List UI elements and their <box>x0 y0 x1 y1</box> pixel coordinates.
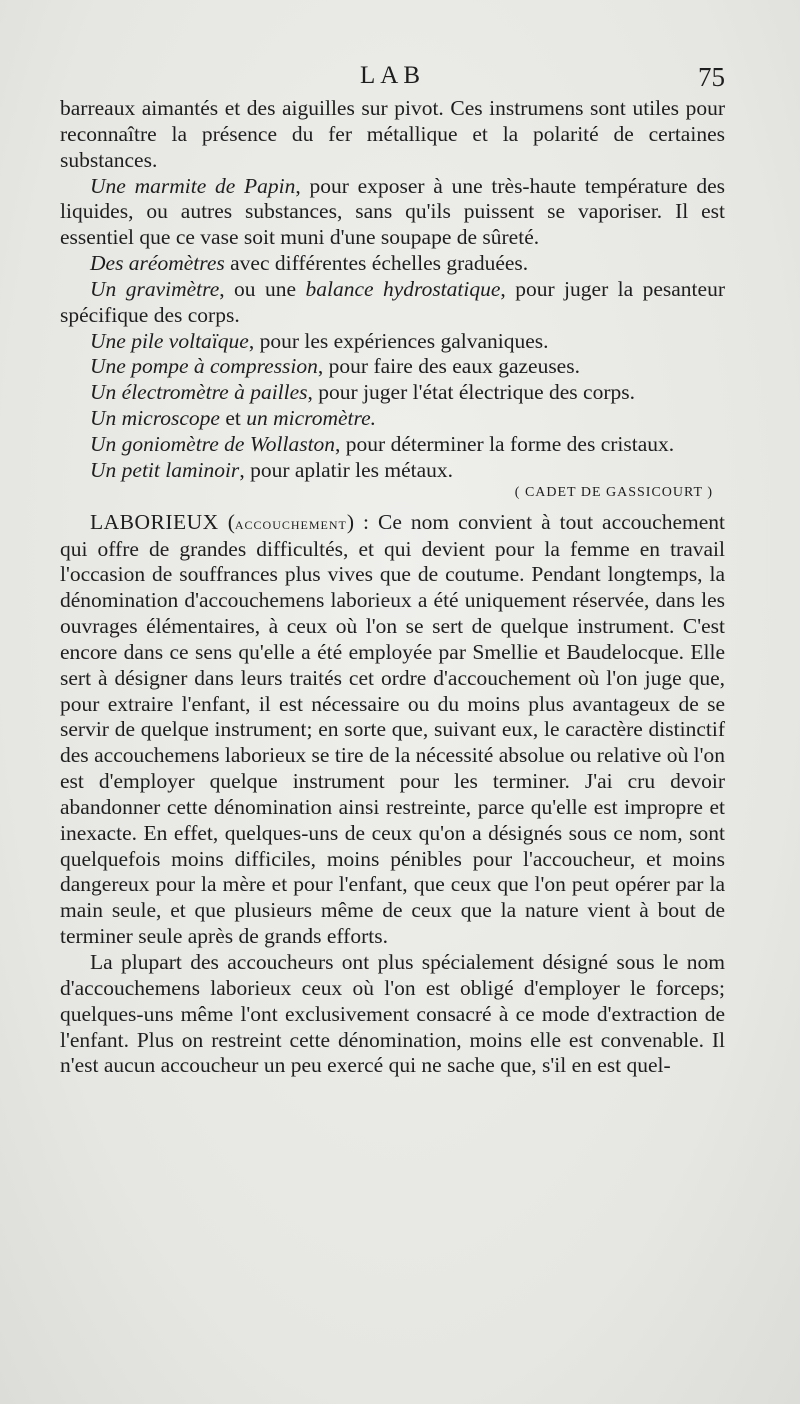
item-desc-2: , pour juger la pesanteur spécifique des corps. <box>60 276 725 327</box>
item-name: Un microscope <box>90 406 220 431</box>
item-desc: , pour exposer à une très-haute température des liquides, ou autres substances, sans qu'ils puissent se vaporiser. Il est essentiel que ce vase soit muni d'une soupape de sûreté. <box>60 173 725 250</box>
item-name: Un gravimètre <box>90 276 220 301</box>
author-signature: ( CADET DE GASSICOURT ) <box>514 484 713 500</box>
list-item-gravimetre <box>60 277 725 329</box>
item-desc: , pour aplatir les métaux. <box>239 457 454 482</box>
list-item-microscope <box>60 406 725 432</box>
page-header <box>60 62 725 96</box>
entry-laborieux <box>60 510 725 950</box>
item-name: Un électromètre à pailles <box>90 380 308 405</box>
item-name: Des aréomètres <box>90 251 225 276</box>
list-item-electrometre <box>60 380 725 406</box>
item-desc: , pour juger l'état électrique des corps. <box>307 380 635 405</box>
entry-paragraph-2: La plupart des accoucheurs ont plus spécialement désigné sous le nom d'accouchemens laborieux ceux où l'on est obligé d'employer le forceps; quelques-uns même l'ont exclusivement consacré à ce mode d'extraction de l'enfant. Plus on restreint cette dénomination, moins elle est convenable. Il n'est aucun accoucheur un peu exercé qui ne sache que, s'il en est quel- <box>60 950 725 1078</box>
domain-close: ) : <box>346 509 378 534</box>
list-item-pompe <box>60 354 725 380</box>
item-desc: , pour déterminer la forme des cristaux. <box>335 431 675 456</box>
list-item-areometres <box>60 251 725 277</box>
item-desc: avec différentes échelles graduées. <box>224 251 529 276</box>
entry-paragraph-1: Ce nom convient à tout accouchement qui offre de grandes difficultés, et qui devient pour la femme en travail l'occasion de souffrances plus vives que de coutume. Pendant longtemps, la dénomination d'accouchemens laborieux a été uniquement réservée, dans les ouvrages élémentaires, à ceux où l'on se sert de quelque instrument. C'est encore dans ce sens qu'elle a été employée par Smellie et Baudelocque. Elle sert à désigner dans leurs traités cet ordre d'accouchement où l'on juge que, pour extraire l'enfant, il est nécessaire ou du moins plus avantageux de se servir de quelque instrument; en sorte que, suivant eux, le caractère distinctif des accouchemens laborieux se tire de la nécessité absolue ou relative où l'on est d'employer quelque instrument pour les terminer. J'ai cru devoir abandonner cette dénomination ainsi restreinte, parce qu'elle est impropre et inexacte. En effet, quelques-uns de ceux qu'on a désignés sous ce nom, sont quelquefois moins difficiles, moins pénibles pour l'accoucheur, et moins dangereux pour la mère et pour l'enfant, que ceux que l'on peut opérer par la main seule, et que plusieurs même de ceux que la nature vient à bout de terminer seule après de grands efforts. <box>60 509 725 949</box>
item-name: Une pompe à compression <box>90 354 318 379</box>
item-name: Une pile voltaïque <box>90 328 249 353</box>
domain-open: ( <box>218 509 235 534</box>
list-item-papin <box>60 174 725 252</box>
body-text <box>60 96 725 1079</box>
item-name-2: un micromètre. <box>246 406 377 431</box>
item-desc: , pour faire des eaux gazeuses. <box>317 354 580 379</box>
entry-domain: accouchement <box>234 513 347 533</box>
continued-paragraph: barreaux aimantés et des aiguilles sur pivot. Ces instrumens sont utiles pour reconnaître la présence du fer métallique et la polarité de certaines substances. <box>60 96 725 172</box>
item-desc: et <box>219 406 247 431</box>
item-name: Un goniomètre de Wollaston <box>90 431 336 456</box>
item-name: Un petit laminoir <box>90 457 240 482</box>
list-item-pile <box>60 329 725 355</box>
list-item-goniometre <box>60 432 725 458</box>
page-number: 75 <box>698 62 725 92</box>
item-name: Une marmite de Papin <box>90 173 296 198</box>
running-head: LAB <box>360 62 425 89</box>
item-name-2: balance hydrostatique <box>305 276 501 301</box>
item-desc: , pour les expériences galvaniques. <box>248 328 549 353</box>
item-desc: , ou une <box>219 276 306 301</box>
entry-term: LABORIEUX <box>90 509 219 534</box>
list-item-laminoir <box>60 458 725 484</box>
